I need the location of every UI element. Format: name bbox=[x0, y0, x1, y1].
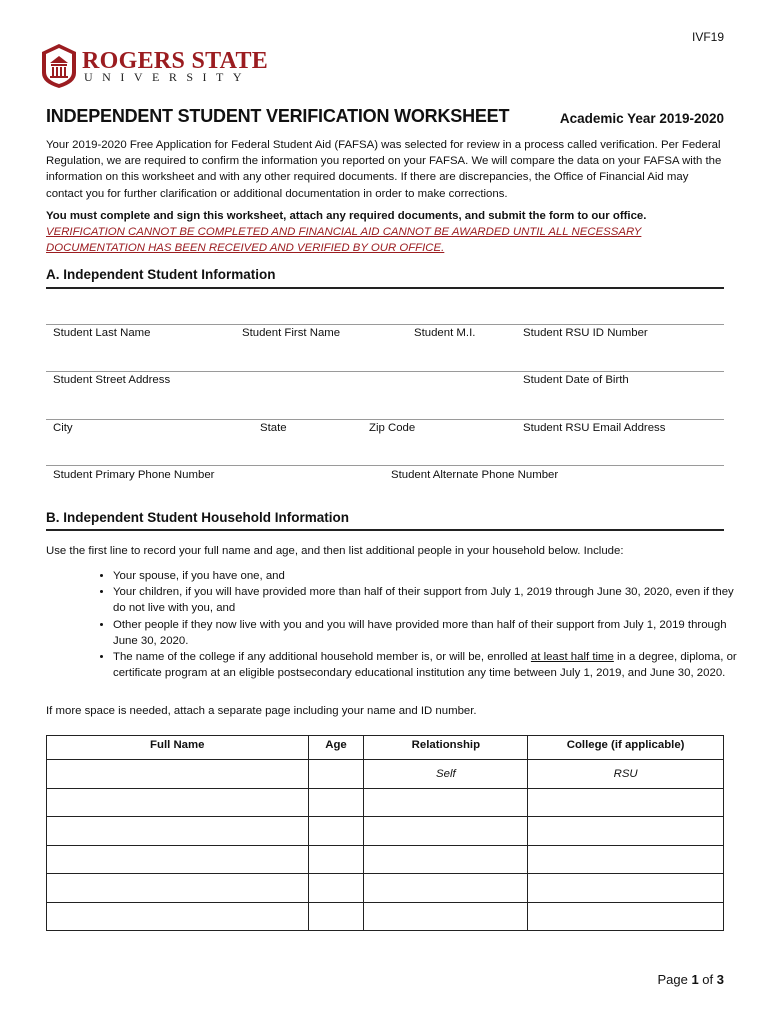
university-seal-icon bbox=[40, 43, 78, 89]
student-last-name-label: Student Last Name bbox=[53, 327, 151, 339]
college-cell[interactable] bbox=[528, 817, 724, 846]
full-name-cell[interactable] bbox=[47, 902, 309, 931]
col-college: College (if applicable) bbox=[528, 736, 724, 760]
col-relationship: Relationship bbox=[364, 736, 528, 760]
age-cell[interactable] bbox=[308, 845, 364, 874]
page-title: INDEPENDENT STUDENT VERIFICATION WORKSHEET bbox=[46, 106, 510, 126]
table-row bbox=[47, 817, 724, 846]
logo-wordmark: ROGERS STATE bbox=[82, 48, 269, 74]
household-table bbox=[46, 735, 724, 931]
student-id-label: Student RSU ID Number bbox=[523, 327, 648, 339]
zip-code-label: Zip Code bbox=[369, 422, 416, 434]
primary-phone-label: Student Primary Phone Number bbox=[53, 469, 215, 481]
household-instructions: Use the first line to record your full name and age, and then list additional people in your household below. Include: bbox=[46, 545, 624, 557]
table-row bbox=[47, 788, 724, 817]
table-row bbox=[47, 874, 724, 903]
section-b-rule bbox=[46, 529, 724, 531]
list-item: • Other people if they now live with you and you will have provided more than half of their support from July 1, 2019 through June 30, 2020. bbox=[113, 617, 743, 649]
academic-year: Academic Year 2019-2020 bbox=[559, 111, 724, 126]
page-number: Page 1 of 3 bbox=[657, 972, 724, 987]
age-cell[interactable] bbox=[308, 902, 364, 931]
relationship-cell[interactable] bbox=[364, 845, 528, 874]
col-full-name: Full Name bbox=[47, 736, 309, 760]
form-code: IVF19 bbox=[691, 30, 724, 44]
full-name-cell[interactable] bbox=[47, 760, 309, 789]
relationship-cell[interactable] bbox=[364, 902, 528, 931]
section-a-rule bbox=[46, 287, 724, 289]
relationship-cell[interactable] bbox=[364, 817, 528, 846]
field-line bbox=[46, 419, 724, 420]
field-line bbox=[46, 465, 724, 466]
more-space-note: If more space is needed, attach a separate page including your name and ID number. bbox=[46, 705, 477, 717]
table-header-row bbox=[47, 736, 724, 760]
list-item: • Your children, if you will have provided more than half of their support from July 1, 2019 through June 30, 2020, even if they do not live with you, and bbox=[113, 584, 743, 616]
section-b-heading: B. Independent Student Household Information bbox=[46, 510, 349, 525]
field-line bbox=[46, 371, 724, 372]
household-bullet-list bbox=[96, 568, 743, 681]
college-cell[interactable] bbox=[528, 788, 724, 817]
table-row bbox=[47, 902, 724, 931]
col-age: Age bbox=[308, 736, 364, 760]
full-name-cell[interactable] bbox=[47, 845, 309, 874]
half-time-underline: at least half time bbox=[530, 651, 614, 664]
notice-paragraph bbox=[46, 208, 726, 257]
age-cell[interactable] bbox=[308, 788, 364, 817]
student-mi-label: Student M.I. bbox=[414, 327, 476, 339]
intro-paragraph: Your 2019-2020 Free Application for Federal Student Aid (FAFSA) was selected for review in a process called verification. Per Federal Regulation, we are required to confirm the information you reported on your FAFSA. We will compare the data on your FAFSA with the information on this worksheet and with any other required documents. If there are discrepancies, the Office of Financial Aid may contact you for further clarification or additional documentation in order to make corrections. bbox=[46, 139, 722, 200]
relationship-cell[interactable] bbox=[364, 874, 528, 903]
full-name-cell[interactable] bbox=[47, 817, 309, 846]
list-item: • The name of the college if any additional household member is, or will be, enrolled at least half time in a degree, diploma, or certificate program at an eligible postsecondary educational institution any time between July 1, 2019, and June 30, 2020. bbox=[113, 649, 743, 681]
list-item: • Your spouse, if you have one, and bbox=[113, 568, 743, 584]
city-label: City bbox=[53, 422, 73, 434]
student-email-label: Student RSU Email Address bbox=[523, 422, 666, 434]
student-first-name-label: Student First Name bbox=[242, 327, 341, 339]
college-cell: RSU bbox=[528, 760, 724, 789]
full-name-cell[interactable] bbox=[47, 874, 309, 903]
field-line bbox=[46, 324, 724, 325]
age-cell[interactable] bbox=[308, 760, 364, 789]
student-address-label: Student Street Address bbox=[53, 374, 171, 386]
student-dob-label: Student Date of Birth bbox=[523, 374, 629, 386]
state-label: State bbox=[260, 422, 287, 434]
table-row bbox=[47, 760, 724, 789]
college-cell[interactable] bbox=[528, 845, 724, 874]
age-cell[interactable] bbox=[308, 874, 364, 903]
relationship-cell[interactable] bbox=[364, 788, 528, 817]
age-cell[interactable] bbox=[308, 817, 364, 846]
alternate-phone-label: Student Alternate Phone Number bbox=[391, 469, 559, 481]
college-cell[interactable] bbox=[528, 874, 724, 903]
table-row bbox=[47, 845, 724, 874]
relationship-cell: Self bbox=[364, 760, 528, 789]
notice-bold: You must complete and sign this worksheet, attach any required documents, and submit the form to our office. bbox=[46, 210, 647, 222]
full-name-cell[interactable] bbox=[47, 788, 309, 817]
logo-subtitle: UNIVERSITY bbox=[84, 70, 251, 84]
notice-warning: VERIFICATION CANNOT BE COMPLETED AND FINANCIAL AID CANNOT BE AWARDED UNTIL ALL NECESSARY DOCUMENTATION HAS BEEN RECEIVED AND VERIFIED BY OUR OFFICE. bbox=[46, 226, 642, 255]
section-a-heading: A. Independent Student Information bbox=[46, 267, 276, 282]
college-cell[interactable] bbox=[528, 902, 724, 931]
